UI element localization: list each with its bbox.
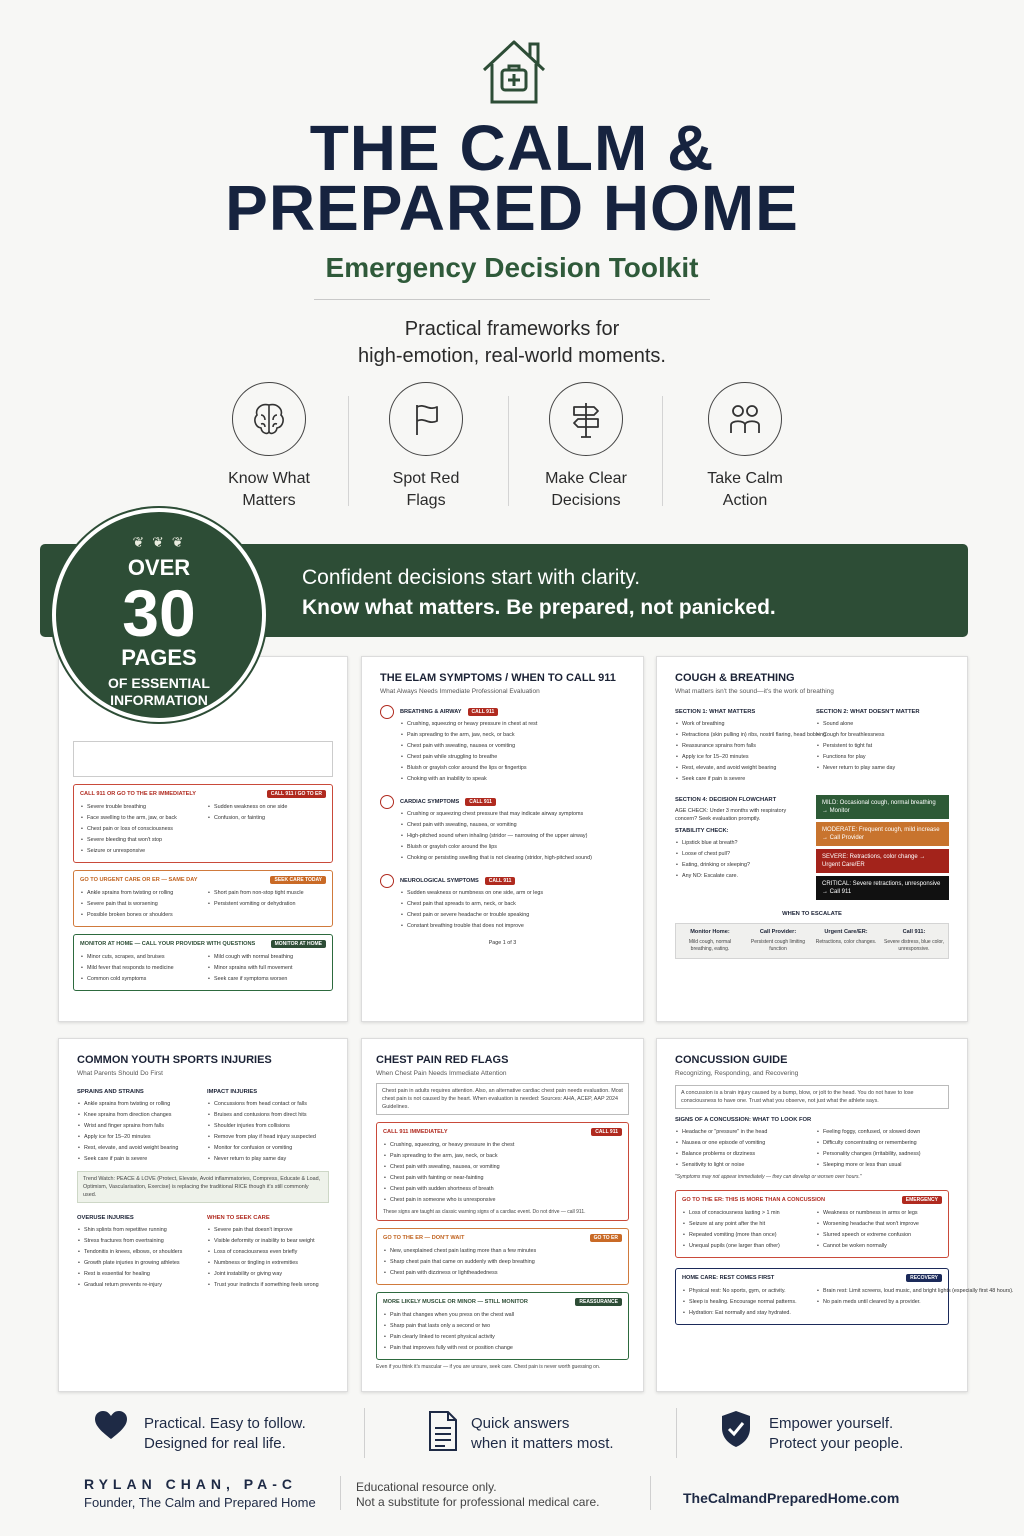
list-item: • Severe pain that is worsening — [80, 899, 199, 910]
card1-section-911 — [73, 784, 333, 863]
list-item: • Chest pain with fainting or near-fainting — [383, 1173, 622, 1184]
footer-point-2 — [471, 1414, 614, 1454]
severity-level: MODERATE: Frequent cough, mild increase → Call Provider — [816, 822, 949, 846]
list-item: • Pain that changes when you press on the chest wall — [383, 1310, 622, 1321]
list-item: • Numbness or tingling in extremities — [207, 1258, 329, 1269]
escalation-column — [744, 924, 812, 958]
heart-icon — [94, 1410, 128, 1440]
list-item: • Eating, drinking or sleeping? — [675, 860, 808, 871]
group-cardiac — [380, 795, 625, 809]
list-item: • Gradual return prevents re-injury — [77, 1280, 199, 1291]
escalation-body: Severe distress, blue color, unresponsive. — [883, 939, 945, 952]
footer-point-3 — [769, 1414, 903, 1454]
group-breathing — [380, 705, 625, 719]
card5-section-reassurance — [376, 1292, 629, 1360]
footer-divider — [676, 1408, 677, 1458]
list-item: • Slurred speech or extreme confusion — [816, 1230, 942, 1241]
list-item: • Severe trouble breathing — [80, 802, 199, 813]
website-link[interactable]: TheCalmandPreparedHome.com — [683, 1490, 900, 1506]
section-title: SECTION 2: WHAT DOESN'T MATTER — [816, 709, 920, 715]
card-subtitle: Recognizing, Responding, and Recovering — [675, 1070, 799, 1077]
lungs-icon — [380, 705, 394, 719]
list-item: • Chest pain that spreads to arm, neck, or back — [400, 899, 625, 910]
list-item: • Growth plate injuries in growing athletes — [77, 1258, 199, 1269]
feature-divider — [662, 396, 663, 506]
card-title: CONCUSSION GUIDE — [675, 1054, 788, 1066]
card-subtitle: What Parents Should Do First — [77, 1070, 163, 1077]
list-item: • Seizure at any point after the hit — [682, 1219, 808, 1230]
list-item: • Chest pain or severe headache or trouble speaking — [400, 910, 625, 921]
list-item: • Confusion, or fainting — [207, 813, 326, 824]
footer-line: Empower yourself. — [769, 1415, 894, 1432]
badge-pages: PAGES — [121, 645, 197, 670]
card-footnote: Even if you think it's muscular — if you are unsure, seek care. Chest pain is never worth guessing on. — [376, 1364, 601, 1370]
list-item: • Severe bleeding that won't stop — [80, 835, 199, 846]
list-item: • Tendonitis in knees, elbows, or shoulders — [77, 1247, 199, 1258]
list-item: • Concussions from head contact or falls — [207, 1099, 329, 1110]
card6-section-er — [675, 1190, 949, 1258]
list-item: • Bruises and contusions from direct hits — [207, 1110, 329, 1121]
list-item: • Persistent vomiting or dehydration — [207, 899, 326, 910]
escalation-column — [676, 924, 744, 958]
list-item: • Loss of consciousness lasting > 1 min — [682, 1208, 808, 1219]
section-title: GO TO URGENT CARE OR ER — SAME DAY — [80, 877, 198, 883]
list-item: • Chest pain in someone who is unresponsive — [383, 1195, 622, 1206]
pages-badge — [52, 508, 266, 722]
section-title: HOME CARE: REST COMES FIRST — [682, 1275, 775, 1281]
list-item: • Weakness or numbness in arms or legs — [816, 1208, 942, 1219]
list-item: • Sudden weakness on one side — [207, 802, 326, 813]
card-call-911 — [361, 656, 644, 1022]
list-item: • No pain meds until cleared by a provider. — [816, 1297, 942, 1308]
severity-level: SEVERE: Retractions, color change → Urgent Care/ER — [816, 849, 949, 873]
laurel-icon: ❦ ❦ ❦ — [132, 534, 186, 550]
card-sports-injuries — [58, 1038, 348, 1392]
list-item: • Pain spreading to the arm, jaw, neck, or back — [383, 1151, 622, 1162]
list-item: • Difficulty concentrating or remembering — [816, 1138, 949, 1149]
section-title: MONITOR AT HOME — CALL YOUR PROVIDER WITH QUESTIONS — [80, 941, 256, 947]
list-item: • Repeated vomiting (more than once) — [682, 1230, 808, 1241]
list-item: • Seek care if pain is severe — [675, 774, 808, 785]
list-item: • New, unexplained chest pain lasting more than a few minutes — [383, 1246, 622, 1257]
escalation-head: Call 911: — [902, 929, 926, 935]
list-item: • Chest pain while struggling to breathe — [400, 752, 625, 763]
list-item: • Never return to play same day — [816, 763, 949, 774]
list-item: • Crushing, squeezing, or heavy pressure in the chest — [383, 1140, 622, 1151]
list-item: • Sharp chest pain that came on suddenly with deep breathing — [383, 1257, 622, 1268]
escalation-head: Urgent Care/ER: — [824, 929, 868, 935]
list-item: • Minor cuts, scrapes, and bruises — [80, 952, 199, 963]
section-title: CALL 911 OR GO TO THE ER IMMEDIATELY — [80, 791, 197, 797]
tagline-line-2: high-emotion, real-world moments. — [358, 345, 666, 367]
banner-line-2: Know what matters. Be prepared, not panicked. — [302, 596, 776, 619]
list-item: • Sudden weakness or numbness on one side, arm or legs — [400, 888, 625, 899]
footer-line: Protect your people. — [769, 1435, 904, 1452]
title-line-2: PREPARED HOME — [225, 172, 799, 244]
card5-section-er — [376, 1228, 629, 1285]
banner-line-1: Confident decisions start with clarity. — [302, 566, 641, 589]
status-badge: CALL 911 / GO TO ER — [267, 790, 326, 798]
escalation-body: Persistent cough limiting function — [750, 939, 806, 952]
feature-label: Know What Matters — [228, 470, 310, 509]
list-item: • Seek care if symptoms worsen — [207, 974, 326, 985]
status-badge: GO TO ER — [590, 1234, 622, 1242]
list-item: • Stress fractures from overtraining — [77, 1236, 199, 1247]
list-item: • Never return to play same day — [207, 1154, 329, 1165]
list-item: • Ankle sprains from twisting or rolling — [77, 1099, 199, 1110]
list-item: • Rest is essential for healing — [77, 1269, 199, 1280]
list-item: • Headache or "pressure" in the head — [675, 1127, 808, 1138]
feature-label: Make Clear Decisions — [545, 470, 627, 509]
list-item: • Chest pain with dizziness or lightheadedness — [383, 1268, 622, 1279]
house-medical-logo-icon — [478, 34, 550, 106]
list-item: • Trust your instincts if something feels wrong — [207, 1280, 329, 1291]
footer-point-1 — [144, 1414, 306, 1454]
list-item: • Rest, elevate, and avoid weight bearing — [77, 1143, 199, 1154]
signpost-icon — [549, 382, 623, 456]
list-item: • Loss of consciousness even briefly — [207, 1247, 329, 1258]
card-concussion — [656, 1038, 1014, 1392]
card1-section-urgent — [73, 870, 333, 927]
list-item: • Apply ice for 15–20 minutes — [77, 1132, 199, 1143]
list-item: • Crushing or squeezing chest pressure that may indicate airway symptoms — [400, 809, 625, 820]
list-item: • Choking with an inability to speak — [400, 774, 625, 785]
card-cough-breathing — [656, 656, 968, 1022]
people-icon — [708, 382, 782, 456]
list-item: • Work of breathing — [675, 719, 808, 730]
escalation-column — [812, 924, 880, 958]
section-title: WHEN TO SEEK CARE — [207, 1215, 270, 1221]
list-item: • Worsening headache that won't improve — [816, 1219, 942, 1230]
section-title: GO TO THE ER: THIS IS MORE THAN A CONCUSSION — [682, 1197, 826, 1203]
section-title: SIGNS OF A CONCUSSION: WHAT TO LOOK FOR — [675, 1117, 812, 1123]
document-icon — [428, 1410, 458, 1452]
list-item: • Monitor for confusion or vomiting — [207, 1143, 329, 1154]
group-title: CARDIAC SYMPTOMS — [400, 799, 460, 805]
list-item: • Pain clearly linked to recent physical activity — [383, 1332, 622, 1343]
page-number: Page 1 of 3 — [488, 940, 517, 946]
section-title: SECTION 1: WHAT MATTERS — [675, 709, 756, 715]
card6-intro: A concussion is a brain injury caused by a bump, blow, or jolt to the head. You do not have to lose consciousness to have one. Trust what you observe, not just what the athlete says. — [675, 1085, 949, 1109]
list-item: • Minor sprains with full movement — [207, 963, 326, 974]
list-item: • Seek care if pain is severe — [77, 1154, 199, 1165]
feature-take-calm-action — [670, 382, 820, 512]
group-neuro — [380, 874, 625, 888]
list-item: • Sleep is healing. Encourage normal patterns. — [682, 1297, 808, 1308]
card6-section-home — [675, 1268, 1014, 1325]
card5-intro: Chest pain in adults requires attention. Also, an alternative cardiac chest pain needs evaluation. Most chest pain is not caused by the heart. When evaluation is needed: Sources: AHA, ACEP, AAP 2024 Guidelines. — [376, 1083, 629, 1115]
list-item: • Loose of chest pull? — [675, 849, 808, 860]
card-title: COMMON YOUTH SPORTS INJURIES — [77, 1054, 272, 1066]
list-item: • Knee sprains from direction changes — [77, 1110, 199, 1121]
card5-section-911 — [376, 1122, 629, 1221]
list-item: • Severe pain that doesn't improve — [207, 1225, 329, 1236]
group-title: NEUROLOGICAL SYMPTOMS — [400, 878, 479, 884]
page-title — [0, 112, 1024, 244]
author-name: RYLAN CHAN, PA-C — [84, 1476, 297, 1492]
list-item: • Chest pain with sweating, nausea or vomiting — [400, 741, 625, 752]
feature-know-what-matters — [194, 382, 344, 512]
list-item: • Sharp pain that lasts only a second or two — [383, 1321, 622, 1332]
shield-check-icon — [720, 1410, 752, 1448]
section-title: CALL 911 IMMEDIATELY — [383, 1129, 448, 1135]
list-item: • Shoulder injuries from collisions — [207, 1121, 329, 1132]
status-badge: CALL 911 — [591, 1128, 622, 1136]
list-item: • Hydration: Eat normally and stay hydrated. — [682, 1308, 808, 1319]
heart-icon — [380, 795, 394, 809]
list-item: • Mild cough with normal breathing — [207, 952, 326, 963]
section-title: WHEN TO ESCALATE — [782, 911, 842, 917]
footer-line: when it matters most. — [471, 1435, 614, 1452]
list-item: • Pain that improves fully with rest or position change — [383, 1343, 622, 1354]
section-note: "Symptoms may not appear immediately — they can develop or worsen over hours." — [675, 1174, 862, 1180]
escalation-head: Call Provider: — [759, 929, 797, 935]
status-badge: CALL 911 — [465, 798, 496, 806]
footer-line: Designed for real life. — [144, 1435, 286, 1452]
card-subtitle: What Always Needs Immediate Professional Evaluation — [380, 688, 540, 695]
severity-level: CRITICAL: Severe retractions, unresponsive → Call 911 — [816, 876, 949, 900]
list-item: • Nausea or one episode of vomiting — [675, 1138, 808, 1149]
flag-icon — [389, 382, 463, 456]
brain-icon — [232, 382, 306, 456]
severity-level: MILD: Occasional cough, normal breathing → Monitor — [816, 795, 949, 819]
list-item: • Face swelling to the arm, jaw, or back — [80, 813, 199, 824]
list-item: • Remove from play if head injury suspected — [207, 1132, 329, 1143]
feature-make-clear-decisions — [511, 382, 661, 512]
list-item: • Seizure or unresponsive — [80, 846, 199, 857]
list-item: • Joint instability or giving way — [207, 1269, 329, 1280]
list-item: • Apply ice for 15–20 minutes — [675, 752, 808, 763]
brain-small-icon — [380, 874, 394, 888]
section-title: MORE LIKELY MUSCLE OR MINOR — STILL MONITOR — [383, 1299, 528, 1305]
escalation-body: Retractions, color changes. — [815, 939, 877, 945]
status-badge: CALL 911 — [485, 877, 516, 885]
escalation-head: Monitor Home: — [690, 929, 730, 935]
header-divider — [314, 299, 710, 300]
tagline — [0, 316, 1024, 370]
footer-divider — [340, 1476, 341, 1510]
list-item: • Rest, elevate, and avoid weight bearing — [675, 763, 808, 774]
escalation-body: Mild cough, normal breathing, eating. — [688, 939, 732, 952]
card-subtitle: What matters isn't the sound—it's the work of breathing — [675, 688, 834, 695]
footer-line: Practical. Easy to follow. — [144, 1415, 306, 1432]
list-item: • Ankle sprains from twisting or rolling — [80, 888, 199, 899]
page-subtitle: Emergency Decision Toolkit — [325, 252, 699, 283]
card-subtitle: When Chest Pain Needs Immediate Attention — [376, 1070, 507, 1077]
badge-sub-2: INFORMATION — [110, 692, 208, 708]
disclaimer-line: Educational resource only. — [356, 1480, 497, 1494]
list-item: • Shin splints from repetitive running — [77, 1225, 199, 1236]
card1-section-home — [73, 934, 333, 991]
feature-divider — [348, 396, 349, 506]
list-item: • Chest pain or loss of consciousness — [80, 824, 199, 835]
card-title: COUGH & BREATHING — [675, 672, 795, 684]
trend-note: Trend Watch: PEACE & LOVE (Protect, Elevate, Avoid inflammatories, Compress, Educate & Load, Optimism, Vascularisation, Exercise) is replacing the traditional RICE though it's still commonly used. — [77, 1171, 329, 1203]
card-title: CHEST PAIN RED FLAGS — [376, 1054, 509, 1066]
status-badge: CALL 911 — [468, 708, 499, 716]
status-badge: EMERGENCY — [902, 1196, 942, 1204]
list-item: • Bluish or grayish color around the lips — [400, 842, 625, 853]
title-line-1: THE CALM & — [309, 112, 715, 184]
card1-intro — [73, 741, 333, 777]
status-badge: REASSURANCE — [575, 1298, 622, 1306]
list-item: • Short pain from non-stop tight muscle — [207, 888, 326, 899]
list-item: • Unequal pupils (one larger than other) — [682, 1241, 808, 1252]
section-title: SPRAINS AND STRAINS — [77, 1089, 144, 1095]
disclaimer-line: Not a substitute for professional medical care. — [356, 1495, 600, 1509]
footer-line: Quick answers — [471, 1415, 570, 1432]
footer-divider — [364, 1408, 365, 1458]
list-item: • Reassurance sprains from falls — [675, 741, 808, 752]
list-item: • Personality changes (irritability, sadness) — [816, 1149, 949, 1160]
list-item: • Chest pain with sudden shortness of breath — [383, 1184, 622, 1195]
escalation-table — [675, 923, 949, 959]
list-item: • Crushing, squeezing or heavy pressure in chest at rest — [400, 719, 625, 730]
card-title: THE ELAM SYMPTOMS / WHEN TO CALL 911 — [380, 672, 616, 684]
feature-spot-red-flags — [351, 382, 501, 512]
list-item: • Functions for play — [816, 752, 949, 763]
badge-sub-1: OF ESSENTIAL — [108, 675, 210, 691]
list-item: • Brain rest: Limit screens, loud music, and bright lights (especially first 48 hours). — [816, 1286, 942, 1297]
list-item: • Mild fever that responds to medicine — [80, 963, 199, 974]
list-item: • Cannot be woken normally — [816, 1241, 942, 1252]
status-badge: RECOVERY — [906, 1274, 942, 1282]
author-role: Founder, The Calm and Prepared Home — [84, 1495, 316, 1510]
list-item: • Lipstick blue at breath? — [675, 838, 808, 849]
list-item: • Retractions (skin pulling in) ribs, nostril flaring, head bobbing — [675, 730, 808, 741]
list-item: • Sensitivity to light or noise — [675, 1160, 808, 1171]
group-title: BREATHING & AIRWAY — [400, 709, 462, 715]
section-title: STABILITY CHECK: — [675, 828, 729, 834]
feature-divider — [508, 396, 509, 506]
footer-divider — [650, 1476, 651, 1510]
flow-text: AGE CHECK: Under 3 months with respiratory concern? Seek evaluation promptly. — [675, 808, 787, 822]
list-item: • Persistent to tight fat — [816, 741, 949, 752]
list-item: • Any NO: Escalate care. — [675, 871, 808, 882]
list-item: • Possible broken bones or shoulders — [80, 910, 199, 921]
disclaimer — [356, 1480, 599, 1510]
list-item: • Sound alone — [816, 719, 949, 730]
list-item: • Bluish or grayish color around the lips or fingertips — [400, 763, 625, 774]
list-item: • Wrist and finger sprains from falls — [77, 1121, 199, 1132]
list-item: • Balance problems or dizziness — [675, 1149, 808, 1160]
list-item: • Pain spreading to the arm, jaw, neck, or back — [400, 730, 625, 741]
section-note: These signs are taught as classic warning signs of a cardiac event. Do not drive — call 911. — [383, 1209, 586, 1215]
list-item: • Cough for breathlessness — [816, 730, 949, 741]
list-item: • Common cold symptoms — [80, 974, 199, 985]
list-item: • Feeling foggy, confused, or slowed down — [816, 1127, 949, 1138]
list-item: • Chest pain with sweating, nausea, or vomiting — [383, 1162, 622, 1173]
list-item: • Sleeping more or less than usual — [816, 1160, 949, 1171]
status-badge: MONITOR AT HOME — [271, 940, 326, 948]
status-badge: SEEK CARE TODAY — [270, 876, 326, 884]
escalation-column — [880, 924, 948, 958]
list-item: • Physical rest: No sports, gym, or activity. — [682, 1286, 808, 1297]
badge-over: OVER — [127, 555, 191, 580]
section-title: SECTION 4: DECISION FLOWCHART — [675, 797, 777, 803]
list-item: • Choking or persisting swelling that is not clearing (stridor, high-pitched sound) — [400, 853, 625, 864]
feature-label: Take Calm Action — [707, 470, 783, 509]
card-chest-pain — [361, 1038, 644, 1392]
feature-label: Spot Red Flags — [392, 470, 460, 509]
tagline-line-1: Practical frameworks for — [404, 318, 620, 340]
list-item: • Visible deformity or inability to bear weight — [207, 1236, 329, 1247]
section-title: OVERUSE INJURIES — [77, 1215, 134, 1221]
list-item: • High-pitched sound when inhaling (stridor — narrowing of the upper airway) — [400, 831, 625, 842]
badge-number: 30 — [122, 576, 196, 650]
list-item: • Chest pain with sweating, nausea, or vomiting — [400, 820, 625, 831]
section-title: IMPACT INJURIES — [207, 1089, 258, 1095]
section-title: GO TO THE ER — DON'T WAIT — [383, 1235, 465, 1241]
list-item: • Constant breathing trouble that does not improve — [400, 921, 625, 932]
